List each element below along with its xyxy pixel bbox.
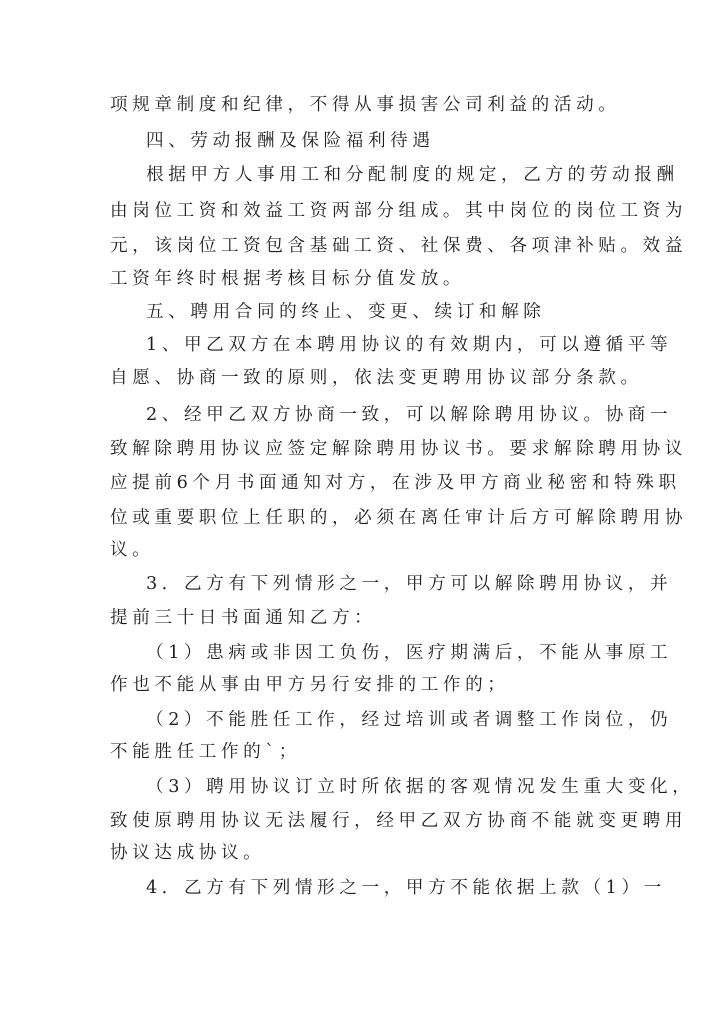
text-line: 根据甲方人事用工和分配制度的规定，乙方的劳动报酬 [146,165,679,185]
text-line: 自愿、协商一致的原则，依法变更聘用协议部分条款。 [110,368,643,388]
text-line: 议。 [110,540,155,560]
section-heading: 五、聘用合同的终止、变更、续订和解除 [146,302,546,322]
text-line: 工资年终时根据考核目标分值发放。 [110,269,466,289]
text-line: 提前三十日书面通知乙方： [110,608,377,628]
text-line: 应提前6个月书面通知对方，在涉及甲方商业秘密和特殊职 [110,473,681,493]
list-item-text: （3）聘用协议订立时所依据的客观情况发生重大变化， [146,777,695,797]
section-heading: 四、劳动报酬及保险福利待遇 [146,131,435,151]
text-line: 作也不能从事由甲方另行安排的工作的； [110,675,510,695]
text-line: 不能胜任工作的`； [110,742,301,762]
text-line: 4．乙方有下列情形之一，甲方不能依据上款（1）一 [146,878,666,898]
list-item-text: （1）患病或非因工负伤，医疗期满后，不能从事原工 [146,643,673,663]
text-line: 协议达成协议。 [110,843,266,863]
list-item-text: （2）不能胜任工作，经过培训或者调整工作岗位，仍 [146,710,673,730]
text-line: 由岗位工资和效益工资两部分组成。其中岗位的岗位工资为 [110,201,688,221]
text-line: 元，该岗位工资包含基础工资、社保费、各项津补贴。效益 [110,236,688,256]
text-line: 项规章制度和纪律，不得从事损害公司利益的活动。 [110,95,621,115]
text-line: 1、甲乙双方在本聘用协议的有效期内，可以遵循平等 [146,335,673,355]
text-line: 致使原聘用协议无法履行，经甲乙双方协商不能就变更聘用 [110,811,688,831]
text-line: 3．乙方有下列情形之一，甲方可以解除聘用协议，并 [146,574,673,594]
text-line: 致解除聘用协议应签定解除聘用协议书。要求解除聘用协议 [110,439,688,459]
text-line: 位或重要职位上任职的，必须在离任审计后方可解除聘用协 [110,508,688,528]
text-line: 2、经甲乙双方协商一致，可以解除聘用协议。协商一 [146,405,673,425]
